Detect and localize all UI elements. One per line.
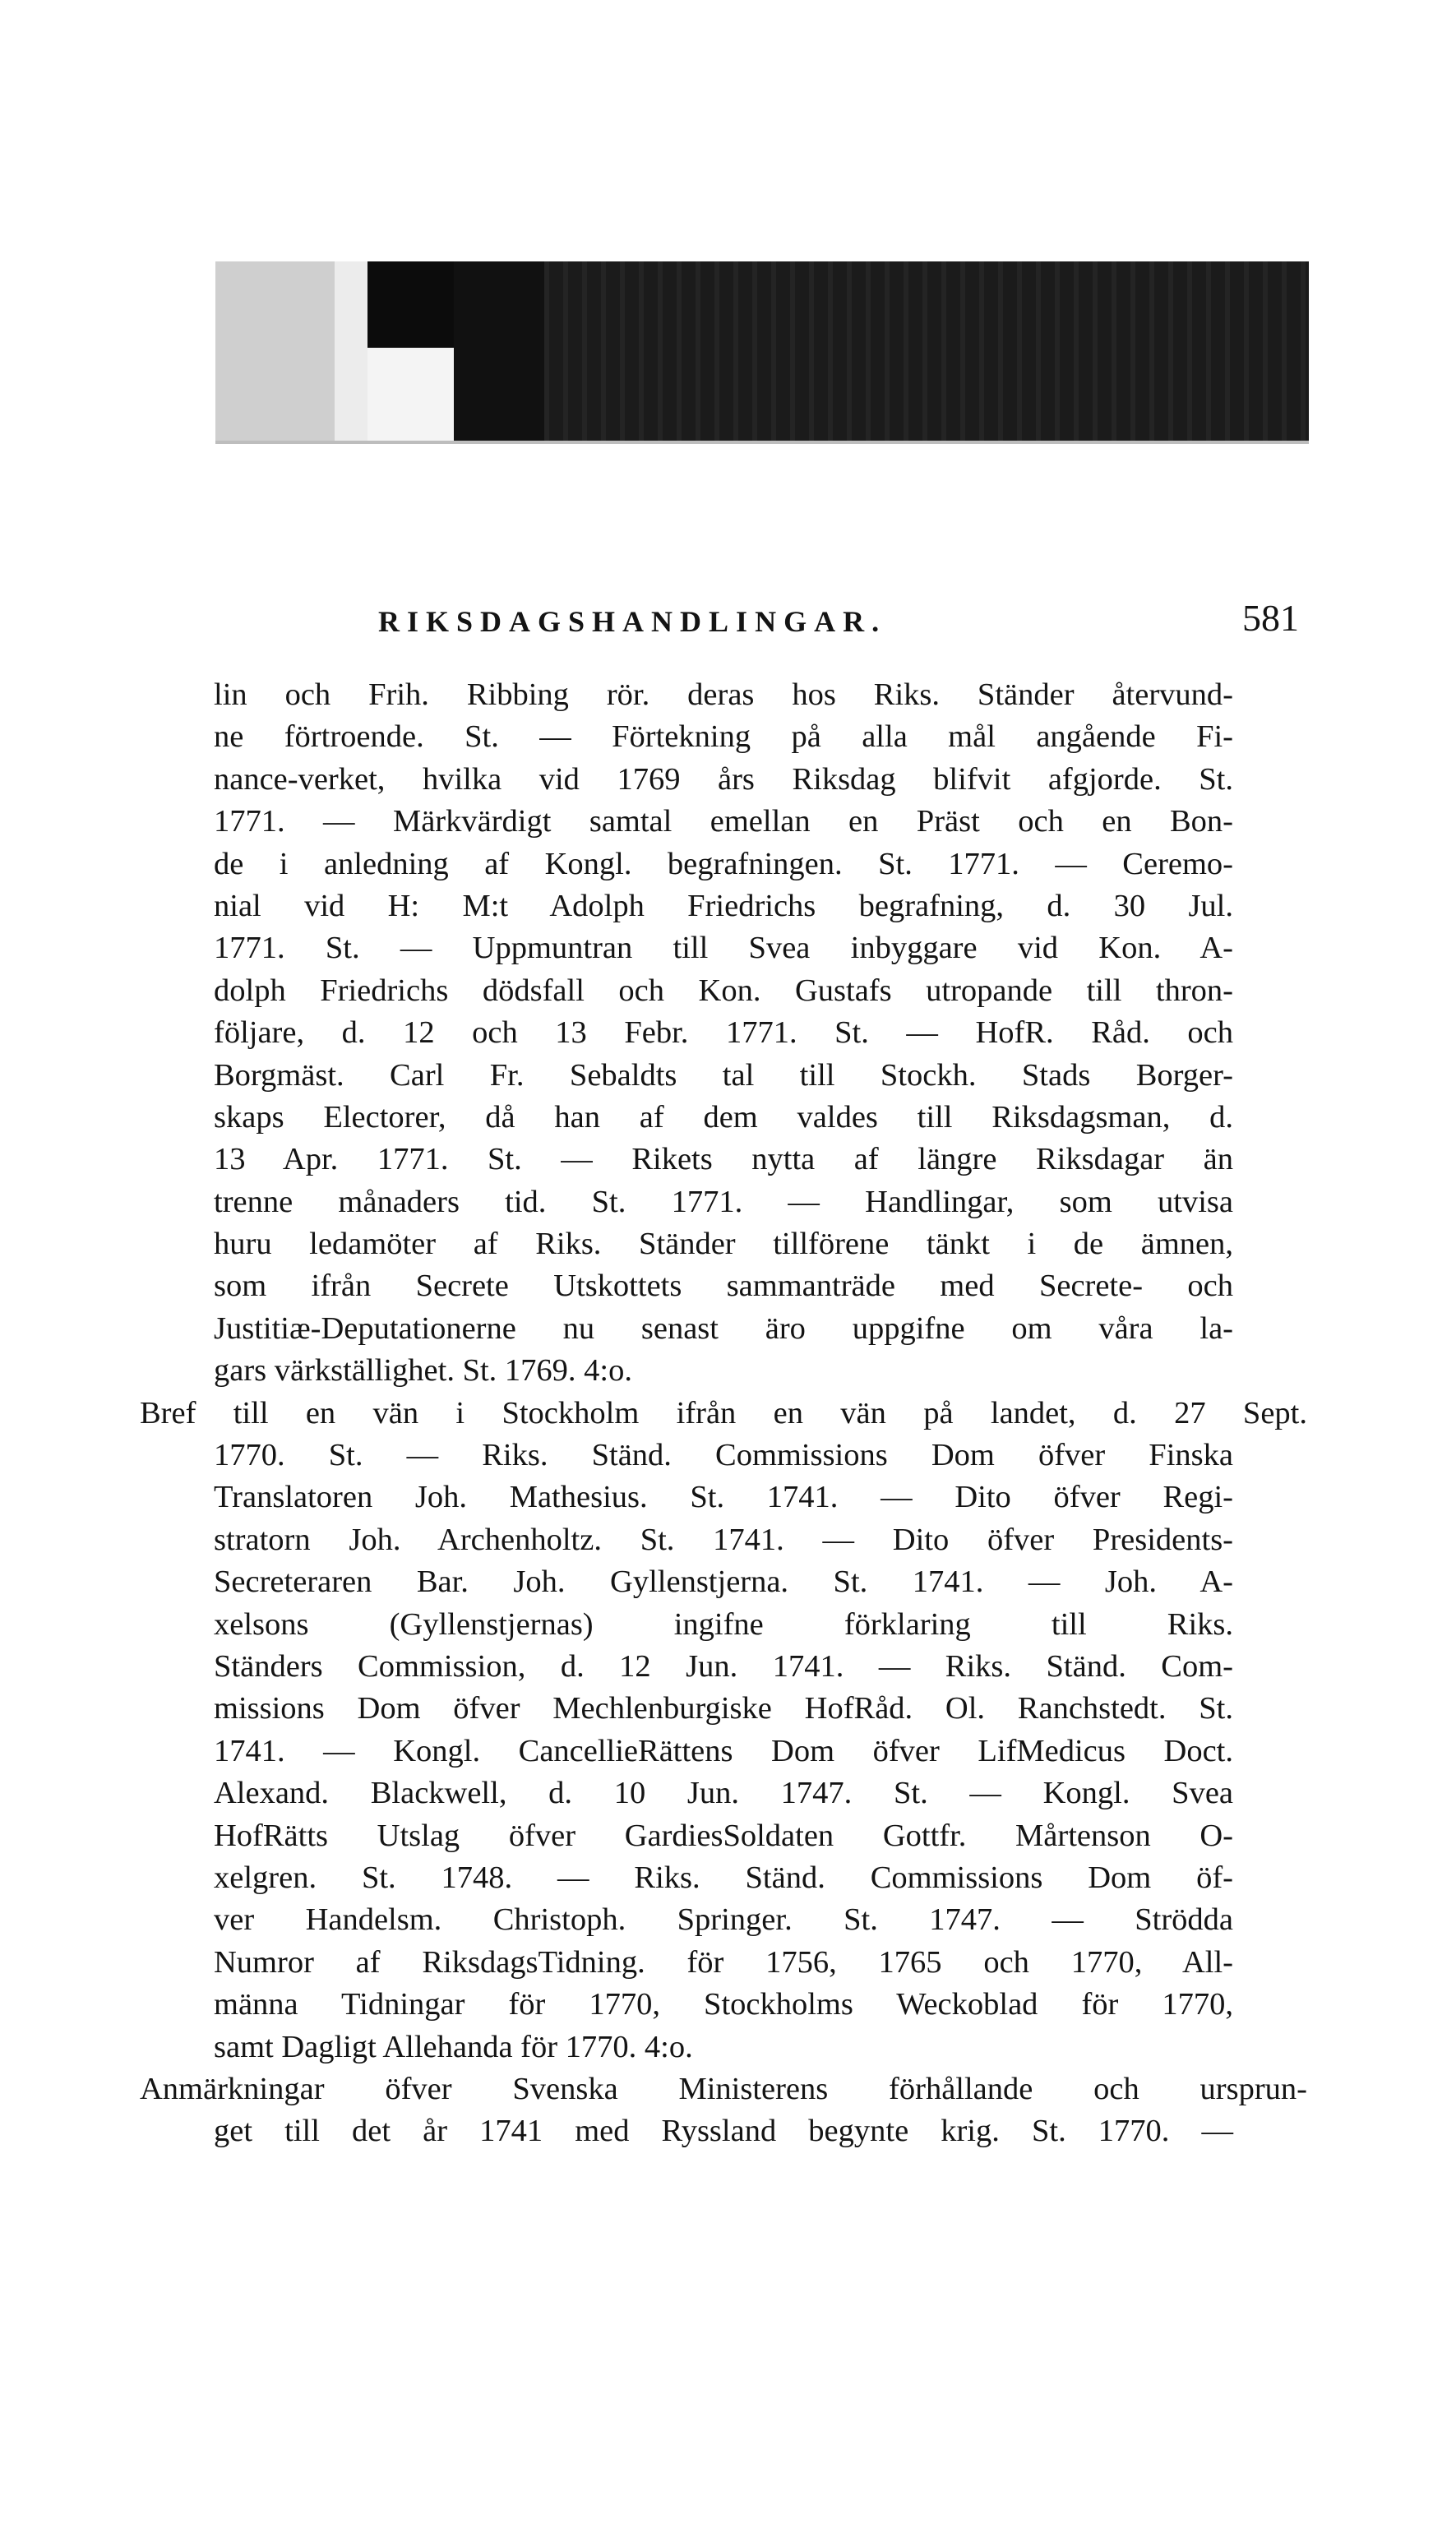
body-text [140, 674, 1307, 2153]
text-line: Numror af RiksdagsTidning. för 1756, 1765 och 1770, All- [214, 1944, 1233, 1980]
running-title: RIKSDAGSHANDLINGAR. [378, 605, 887, 638]
text-line: Borgmäst. Carl Fr. Sebaldts tal till Stockh. Stads Borger- [214, 1057, 1233, 1093]
text-line: nance-verket, hvilka vid 1769 års Riksdag blifvit afgjorde. St. [214, 761, 1233, 797]
text-line: get till det år 1741 med Ryssland begynte krig. St. 1770. — [214, 2114, 1233, 2149]
scan-artifact-block [335, 261, 367, 441]
text-line: ver Handelsm. Christoph. Springer. St. 1747. — Strödda [214, 1902, 1233, 1938]
text-line: trenne månaders tid. St. 1771. — Handlingar, som utvisa [214, 1184, 1233, 1219]
text-line: skaps Electorer, då han af dem valdes till Riksdagsman, d. [214, 1099, 1233, 1135]
text-line: som ifrån Secrete Utskottets sammanträde med Secrete- och [214, 1269, 1233, 1304]
scan-artifact-block [367, 348, 454, 441]
scan-artifact-band [215, 261, 1309, 441]
text-line: stratorn Joh. Archenholtz. St. 1741. — Dito öfver Presidents- [214, 1522, 1233, 1557]
scan-artifact-block [544, 261, 1309, 441]
text-line: nial vid H: M:t Adolph Friedrichs begrafning, d. 30 Jul. [214, 888, 1233, 923]
text-line: 1741. — Kongl. CancellieRättens Dom öfver LifMedicus Doct. [214, 1733, 1233, 1768]
text-line: 1771. St. — Uppmuntran till Svea inbyggare vid Kon. A- [214, 931, 1233, 966]
text-line: dolph Friedrichs dödsfall och Kon. Gustafs utropande till thron- [214, 973, 1233, 1008]
text-line: Alexand. Blackwell, d. 10 Jun. 1747. St. — Kongl. Svea [214, 1776, 1233, 1811]
text-line: xelgren. St. 1748. — Riks. Ständ. Commissions Dom öf- [214, 1860, 1233, 1895]
page-header [378, 596, 1299, 654]
text-line: gars värkställighet. St. 1769. 4:o. [214, 1353, 632, 1389]
text-line: lin och Frih. Ribbing rör. deras hos Riks. Ständer återvund- [214, 677, 1233, 712]
scan-artifact-strip [215, 441, 1309, 444]
scan-artifact-block [215, 261, 335, 441]
text-line: Secreteraren Bar. Joh. Gyllenstjerna. St. 1741. — Joh. A- [214, 1564, 1233, 1600]
text-line: Justitiæ-Deputationerne nu senast äro uppgifne om våra la- [214, 1310, 1233, 1346]
text-line: samt Dagligt Allehanda för 1770. 4:o. [214, 2029, 693, 2064]
text-line: xelsons (Gyllenstjernas) ingifne förklaring till Riks. [214, 1606, 1233, 1642]
text-line: Ständers Commission, d. 12 Jun. 1741. — Riks. Ständ. Com- [214, 1648, 1233, 1684]
text-line: missions Dom öfver Mechlenburgiske HofRåd. Ol. Ranchstedt. St. [214, 1691, 1233, 1726]
text-line: de i anledning af Kongl. begrafningen. St. 1771. — Ceremo- [214, 846, 1233, 881]
page-number: 581 [1242, 597, 1299, 639]
text-line: HofRätts Utslag öfver GardiesSoldaten Gottfr. Mårtenson O- [214, 1818, 1233, 1853]
text-line: 1771. — Märkvärdigt samtal emellan en Präst och en Bon- [214, 804, 1233, 839]
text-line: ne förtroende. St. — Förtekning på alla mål angående Fi- [214, 719, 1233, 755]
text-line: huru ledamöter af Riks. Ständer tillförene tänkt i de ämnen, [214, 1227, 1233, 1262]
text-line: Translatoren Joh. Mathesius. St. 1741. — Dito öfver Regi- [214, 1480, 1233, 1515]
text-line: 1770. St. — Riks. Ständ. Commissions Dom öfver Finska [214, 1438, 1233, 1473]
text-line: Anmärkningar öfver Svenska Ministerens förhållande och ursprun- [140, 2071, 1307, 2106]
scan-artifact-block [367, 261, 454, 348]
text-line: följare, d. 12 och 13 Febr. 1771. St. — HofR. Råd. och [214, 1015, 1233, 1051]
text-line: männa Tidningar för 1770, Stockholms Weckoblad för 1770, [214, 1987, 1233, 2022]
text-line: 13 Apr. 1771. St. — Rikets nytta af längre Riksdagar än [214, 1142, 1233, 1177]
text-line: Bref till en vän i Stockholm ifrån en vän på landet, d. 27 Sept. [140, 1395, 1307, 1430]
scan-artifact-block [454, 261, 544, 441]
